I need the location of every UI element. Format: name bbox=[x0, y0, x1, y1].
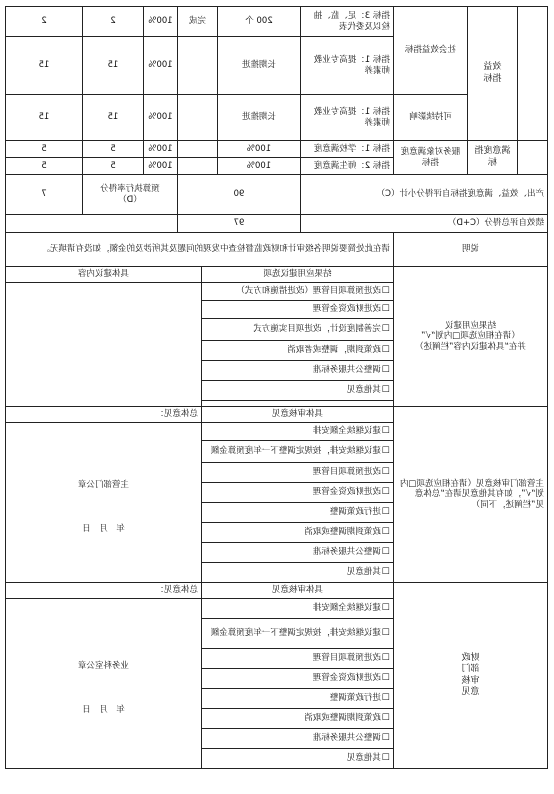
dept-overall-header: 总体意见： bbox=[5, 407, 201, 423]
budget-score-label: 预算执行率得分 （D） bbox=[82, 175, 177, 215]
indicator-actual bbox=[177, 141, 217, 158]
suggestion-option-checkbox[interactable]: ☐ 调整公共服务标准 bbox=[313, 365, 390, 375]
total-label: 绩效自评总得分（C+D） bbox=[301, 215, 548, 233]
suggestion-option-checkbox[interactable]: ☐ 政策到期，调整或者取消 bbox=[287, 345, 390, 355]
notes-text: 请在此处简要说明各级审计和财政监督检查中发现的问题及其所涉及的金额，如没有请填无。 bbox=[5, 233, 393, 267]
finance-overall-header: 总体意见： bbox=[5, 583, 201, 599]
dept-options-header: 具体审核意见 bbox=[202, 407, 394, 423]
finance-option-checkbox[interactable]: ☐ 进行政策调整 bbox=[330, 693, 390, 703]
suggestion-content-cell[interactable] bbox=[5, 283, 201, 407]
indicator-target: 100% bbox=[218, 141, 301, 158]
finance-opinion-label: 财政 部门 审核 意见 bbox=[394, 583, 548, 769]
total-value: 97 bbox=[177, 215, 300, 233]
level1-satisfaction: 满意度指 标 bbox=[468, 141, 518, 175]
indicator-weight: 5 bbox=[82, 141, 143, 158]
dept-opinion-label: 主管部门审核意见（请在相应选项□内划“√”，如有其他意见请在“总体意见”栏阐述，下同） bbox=[394, 407, 548, 583]
notes-label: 说明 bbox=[394, 233, 548, 267]
dept-option-checkbox[interactable]: ☐ 建议继续全额安排 bbox=[313, 426, 390, 436]
subtotal-value: 90 bbox=[177, 175, 300, 215]
indicator-weight: 15 bbox=[82, 37, 143, 95]
evaluation-table bbox=[5, 6, 548, 769]
level2-sustainable: 可持续影响 bbox=[394, 95, 468, 141]
indicator-target: 长期推进 bbox=[218, 95, 301, 141]
indicator-actual bbox=[177, 158, 217, 175]
suggestion-option-checkbox[interactable]: ☐ 改进财政资金管理 bbox=[313, 304, 390, 314]
indicator-score: 15 bbox=[5, 37, 82, 95]
dept-option-checkbox[interactable]: ☐ 建议继续安排，按规定调整下一年度预算金额 bbox=[211, 446, 390, 456]
table-row bbox=[5, 267, 547, 283]
indicator-score: 15 bbox=[5, 95, 82, 141]
indicator-rate: 100% bbox=[143, 141, 177, 158]
dept-option-checkbox[interactable]: ☐ 调整公共服务标准 bbox=[313, 547, 390, 557]
table-row bbox=[5, 95, 547, 141]
indicator-score: 5 bbox=[5, 158, 82, 175]
dept-seal-area: 主管部门公章 年 月 日 bbox=[5, 423, 201, 583]
dept-option-checkbox[interactable]: ☐ 进行政策调整 bbox=[330, 507, 390, 517]
indicator-target: 200 个 bbox=[218, 7, 301, 37]
indicator-name: 指标 1：提高专业教 师素养 bbox=[301, 95, 394, 141]
subtotal-label: 产出、效益、满意度指标自评得分小计（C） bbox=[301, 175, 548, 215]
indicator-rate: 100% bbox=[143, 37, 177, 95]
table-row bbox=[5, 141, 547, 158]
indicator-rate: 100% bbox=[143, 7, 177, 37]
level1-benefit: 效益 指标 bbox=[468, 7, 518, 141]
indicator-name: 指标 3：足、监、抽 检以及委代表 bbox=[301, 7, 394, 37]
finance-option-checkbox[interactable]: ☐ 改进财政资金管理 bbox=[313, 673, 390, 683]
suggestion-label: 结果应用建议 （请在相应选项□内划“√” 并在“具体建议内容”栏阐述） bbox=[394, 267, 548, 407]
indicator-target: 100% bbox=[218, 158, 301, 175]
subtotal-row bbox=[5, 175, 547, 215]
finance-option-checkbox[interactable]: ☐ 建议继续全额安排 bbox=[313, 603, 390, 613]
indicator-actual bbox=[177, 37, 217, 95]
dept-option-checkbox[interactable]: ☐ 政策到期调整或取消 bbox=[304, 527, 390, 537]
indicator-name: 指标 1：学校满意度 bbox=[301, 141, 394, 158]
table-row bbox=[5, 7, 547, 37]
indicator-rate: 100% bbox=[143, 95, 177, 141]
level2-service: 服务对象满意度 指标 bbox=[394, 141, 468, 175]
finance-option-checkbox[interactable]: ☐ 建议继续安排，按规定调整下一年度预算金额 bbox=[211, 628, 390, 638]
indicator-score: 2 bbox=[5, 7, 82, 37]
indicator-actual: 完成 bbox=[177, 7, 217, 37]
budget-score-value: 7 bbox=[5, 175, 82, 215]
total-row bbox=[5, 215, 547, 233]
suggestion-option-checkbox[interactable]: ☐ 其他意见 bbox=[347, 385, 390, 395]
finance-options-header: 具体审核意见 bbox=[202, 583, 394, 599]
suggestion-content-header: 具体建议内容 bbox=[5, 267, 201, 283]
level2-social: 社会效益指标 bbox=[394, 7, 468, 95]
dept-option-checkbox[interactable]: ☐ 改进财政资金管理 bbox=[313, 487, 390, 497]
notes-row bbox=[5, 233, 547, 267]
table-row bbox=[5, 583, 547, 599]
finance-option-checkbox[interactable]: ☐ 其他意见 bbox=[347, 753, 390, 763]
indicator-score: 5 bbox=[5, 141, 82, 158]
indicator-weight: 2 bbox=[82, 7, 143, 37]
finance-option-checkbox[interactable]: ☐ 政策到期调整或取消 bbox=[304, 713, 390, 723]
finance-seal-area: 业务科室公章 年 月 日 bbox=[5, 599, 201, 769]
suggestion-option-checkbox[interactable]: ☐ 改进预算项目管理（改进措施和方式） bbox=[236, 286, 390, 296]
suggestion-option-checkbox[interactable]: ☐ 完善制度设计，改进项目实施方式 bbox=[253, 324, 390, 334]
indicator-target: 长期推进 bbox=[218, 37, 301, 95]
indicator-weight: 15 bbox=[82, 95, 143, 141]
dept-option-checkbox[interactable]: ☐ 改进预算项目管理 bbox=[313, 467, 390, 477]
indicator-name: 指标 2：师生满意度 bbox=[301, 158, 394, 175]
suggestion-options-header: 结果应用建议选项 bbox=[202, 267, 394, 283]
table-row bbox=[5, 407, 547, 423]
finance-option-checkbox[interactable]: ☐ 改进预算项目管理 bbox=[313, 653, 390, 663]
indicator-name: 指标 1：提高专业教 师素养 bbox=[301, 37, 394, 95]
finance-option-checkbox[interactable]: ☐ 调整公共服务标准 bbox=[313, 733, 390, 743]
indicator-actual bbox=[177, 95, 217, 141]
indicator-weight: 5 bbox=[82, 158, 143, 175]
dept-option-checkbox[interactable]: ☐ 其他意见 bbox=[347, 567, 390, 577]
indicator-rate: 100% bbox=[143, 158, 177, 175]
